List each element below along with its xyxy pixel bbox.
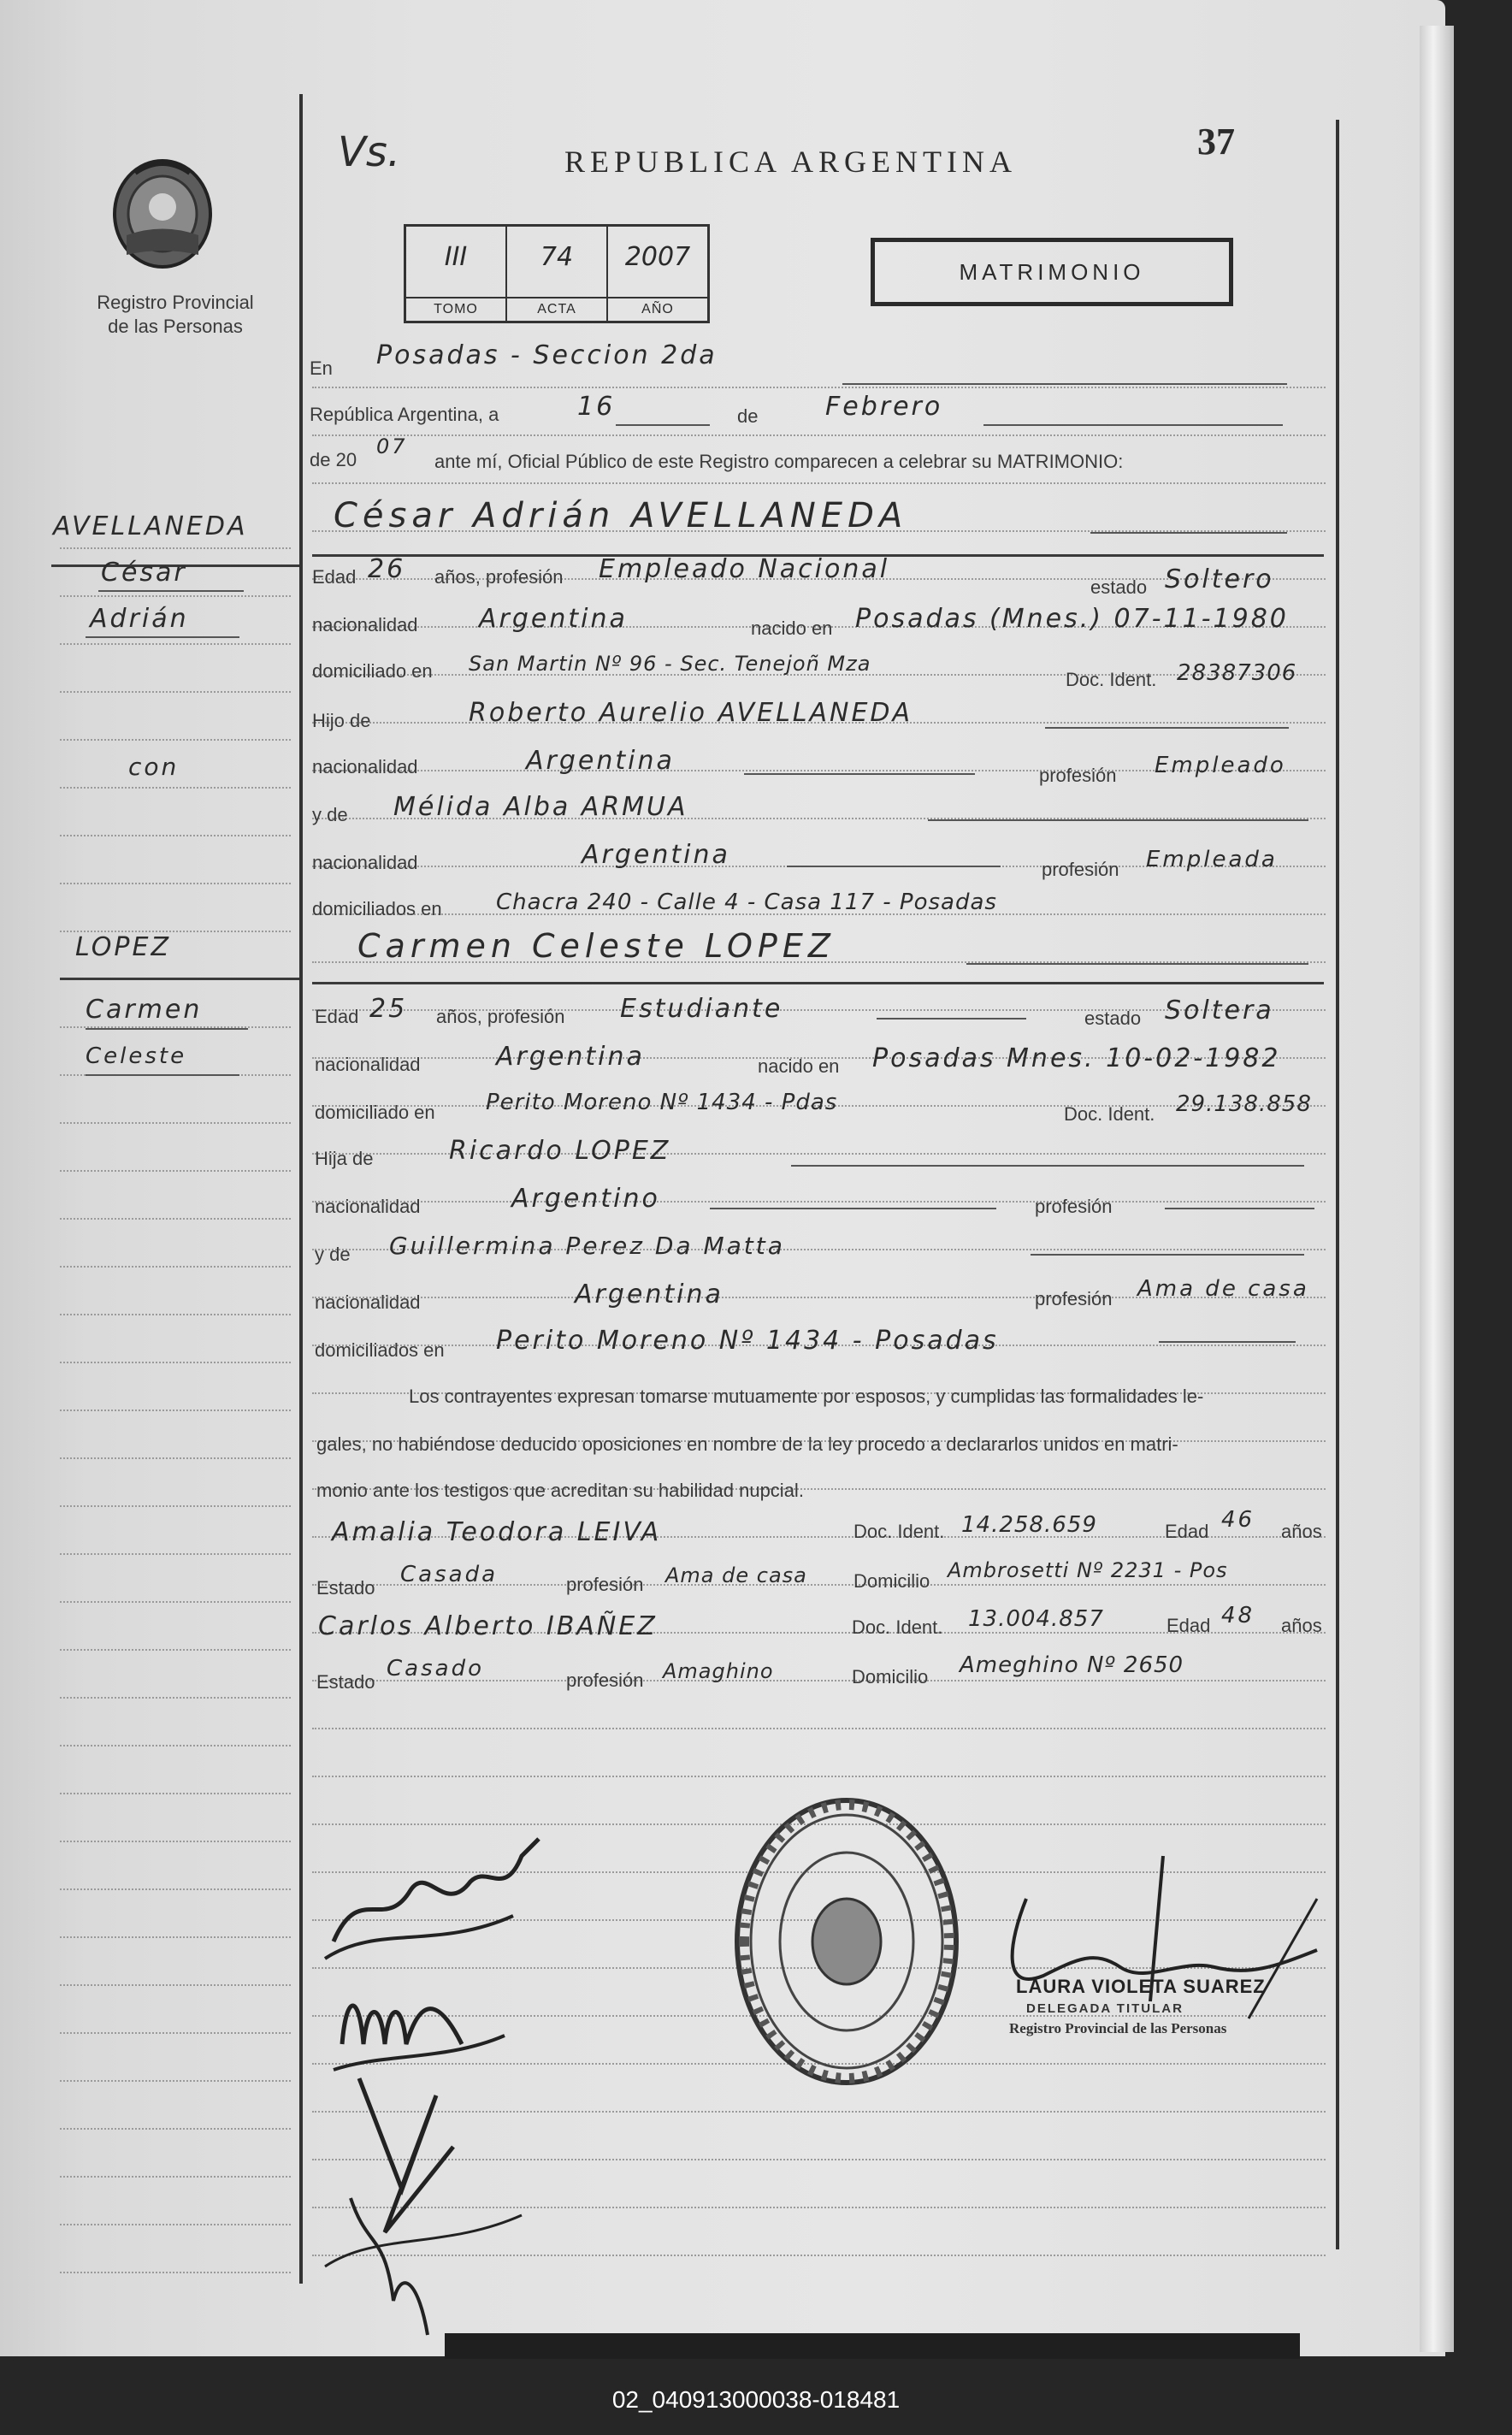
margin-bride-given1-underline [86,1028,248,1030]
margin-rule [60,547,291,549]
anio-label: AÑO [608,297,707,321]
margin-bride-given2: Celeste [86,1043,187,1069]
margin-rule [60,1218,291,1220]
bride-yde-label: y de [315,1244,351,1265]
day-value: 16 [577,392,616,422]
margin-rule [60,1457,291,1459]
body-rule [312,482,1326,484]
day-underline [616,424,710,426]
groom-doc-label: Doc. Ident. [1066,669,1157,690]
bride-section-rule [312,982,1324,984]
margin-rule [60,2272,291,2273]
margin-rule [60,1841,291,1842]
margin-divider-line [299,94,303,2284]
anio-cell [608,227,707,321]
declaration-line2: gales, no habiéndose deducido oposiciones en nombre de la ley procedo a declararlos unidos en matri- [316,1433,1178,1455]
witness1-edad-value: 46 [1221,1507,1255,1533]
margin-rule [60,1984,291,1986]
margin-rule [60,2176,291,2178]
bride-hija-label: Hija de [315,1148,374,1169]
witness2-estado-value: Casado [387,1656,484,1681]
bride-father-underline [791,1165,1304,1167]
bride-full-name: Carmen Celeste LOPEZ [357,927,836,965]
groom-nacionalidad-value: Argentina [479,604,628,634]
bride-estado-value: Soltera [1165,996,1274,1025]
bride-profesion-label: años, profesión [436,1006,565,1027]
bride-parents-dom-value: Perito Moreno Nº 1434 - Posadas [496,1326,999,1356]
groom-mother-value: Mélida Alba ARMUA [393,792,688,822]
witness1-dom-value: Ambrosetti Nº 2231 - Pos [948,1558,1228,1582]
groom-father-prof-label: profesión [1039,765,1117,786]
official-role: DELEGADA TITULAR [1026,2001,1184,2016]
margin-rule [60,1649,291,1651]
margin-rule [60,1936,291,1938]
month-underline [983,424,1283,426]
groom-father-underline [1045,727,1289,729]
bride-father-prof-label: profesión [1035,1196,1113,1217]
bride-doc-label: Doc. Ident. [1064,1103,1155,1125]
bride-father-value: Ricardo LOPEZ [449,1136,671,1166]
margin-rule [60,883,291,884]
margin-rule [60,2080,291,2082]
margin-rule [60,1314,291,1315]
bride-mother-nac-label: nacionalidad [315,1291,421,1313]
en-label: En [310,358,333,379]
margin-rule [60,2224,291,2225]
groom-parents-dom-value: Chacra 240 - Calle 4 - Casa 117 - Posadas [496,889,997,915]
margin-groom-given1: César [101,558,187,588]
margin-rule [60,1745,291,1746]
witness2-doc-label: Doc. Ident. [852,1616,943,1638]
groom-hijo-label: Hijo de [312,710,371,731]
margin-groom-given2: Adrián [90,604,189,634]
groom-mother-nac-underline [787,866,1001,867]
witness2-name: Carlos Alberto IBAÑEZ [318,1611,658,1641]
margin-rule [60,2032,291,2034]
tomo-cell [406,227,507,321]
right-frame-line [1336,120,1339,2249]
official-round-stamp [727,1788,966,2095]
witness1-prof-label: profesión [566,1574,644,1595]
margin-rule [60,1553,291,1555]
bride-profesion-underline [877,1018,1026,1020]
page-title: REPUBLICA ARGENTINA [564,145,1018,179]
margin-rule [60,739,291,741]
witness1-dom-label: Domicilio [853,1570,930,1592]
body-rule [312,1776,1326,1777]
corner-handwritten-mark: Vs. [338,128,401,176]
groom-profesion-label: años, profesión [434,566,564,588]
groom-estado-label: estado [1090,576,1148,598]
acta-label: ACTA [507,297,606,321]
book-reference-box [404,224,710,323]
margin-rule [60,1410,291,1411]
groom-parents-dom-label: domiciliados en [312,898,442,919]
province-seal-logo [109,154,216,282]
witness2-anos-label: años [1281,1615,1322,1636]
folio-number: 37 [1197,121,1235,163]
margin-rule [60,1170,291,1172]
declaration-line1: Los contrayentes expresan tomarse mutuamente por esposos, y cumplidas las formalidades le- [409,1386,1204,1407]
bride-parents-dom-underline [1159,1341,1296,1343]
official-org: Registro Provincial de las Personas [1009,2020,1227,2036]
bride-mother-underline [1031,1254,1304,1256]
witness1-name: Amalia Teodora LEIVA [332,1517,662,1547]
groom-nacido-label: nacido en [751,618,833,639]
groom-father-nac-value: Argentina [526,746,675,776]
margin-rule [60,1601,291,1603]
bride-edad-label: Edad [315,1006,359,1027]
bride-mother-value: Guillermina Perez Da Matta [389,1232,785,1260]
bride-father-nac-value: Argentino [511,1184,660,1214]
margin-rule [60,787,291,789]
declaration-line3: monio ante los testigos que acreditan su habilidad nupcial. [316,1480,804,1501]
witness1-estado-label: Estado [316,1577,375,1599]
groom-mother-prof-label: profesión [1042,859,1119,880]
bride-edad-value: 25 [369,994,408,1024]
margin-rule [60,1697,291,1699]
bride-nacionalidad-value: Argentina [496,1042,645,1072]
body-rule [312,1201,1326,1203]
groom-full-name: César Adrián AVELLANEDA [334,496,908,535]
margin-bride-given2-underline [86,1074,239,1076]
signatures-scribbles [308,1788,547,2352]
margin-con: con [128,753,180,781]
bride-domicilio-label: domiciliado en [315,1102,435,1123]
bride-father-nac-label: nacionalidad [315,1196,421,1217]
year-value: 07 [376,434,408,458]
margin-rule [60,691,291,693]
groom-mother-underline [928,819,1308,821]
republica-label: República Argentina, a [310,404,499,425]
anio-value: 2007 [624,242,691,272]
body-rule [312,434,1326,436]
groom-father-nac-label: nacionalidad [312,756,418,777]
margin-bride-surname: LOPEZ [75,932,172,962]
margin-section-rule-2 [60,978,299,980]
groom-father-nac-underline [744,773,975,775]
witness1-prof-value: Ama de casa [665,1563,807,1587]
place-value: Posadas - Seccion 2da [376,340,718,370]
witness1-anos-label: años [1281,1521,1322,1542]
bride-mother-nac-value: Argentina [575,1280,724,1309]
bride-name-underline [966,963,1308,965]
witness1-edad-label: Edad [1165,1521,1209,1542]
groom-mother-nac-label: nacionalidad [312,852,418,873]
groom-nacido-value: Posadas (Mnes.) 07-11-1980 [855,604,1289,634]
bride-profesion-value: Estudiante [620,994,783,1024]
margin-rule [60,835,291,836]
margin-groom-surname: AVELLANEDA [53,511,248,541]
witness2-prof-value: Amaghino [663,1659,774,1683]
groom-father-prof-value: Empleado [1155,753,1286,778]
margin-groom-given2-underline [86,636,239,638]
bride-doc-value: 29.138.858 [1176,1091,1312,1117]
witness1-doc-value: 14.258.659 [961,1512,1097,1538]
witness2-dom-label: Domicilio [852,1666,929,1687]
margin-rule [60,1122,291,1124]
groom-mother-prof-value: Empleada [1146,847,1278,872]
official-name: LAURA VIOLETA SUAREZ [1016,1976,1266,1997]
witness1-doc-label: Doc. Ident. [853,1521,945,1542]
book-bottom-edge [445,2333,1300,2359]
bride-parents-dom-label: domiciliados en [315,1339,445,1361]
page-edge [1420,26,1454,2352]
body-rule [312,1728,1326,1729]
margin-rule [60,595,291,597]
groom-domicilio-label: domiciliado en [312,660,433,682]
body-rule [312,387,1326,388]
witness2-doc-value: 13.004.857 [968,1606,1104,1632]
bride-nacido-label: nacido en [758,1055,840,1077]
bride-father-nac-underline [710,1208,996,1209]
groom-estado-value: Soltero [1165,564,1274,594]
margin-rule [60,1888,291,1890]
groom-yde-label: y de [312,804,348,825]
witness1-estado-value: Casada [400,1562,499,1587]
witness2-estado-label: Estado [316,1671,375,1693]
bride-estado-label: estado [1084,1008,1142,1029]
document-id: 02_040913000038-018481 [611,2386,901,2413]
acta-cell [507,227,608,321]
month-value: Febrero [825,392,943,422]
margin-rule [60,1505,291,1507]
de-label: de [737,405,759,427]
registry-name-line2: de las Personas [108,316,243,337]
tomo-label: TOMO [406,297,505,321]
margin-groom-given1-underline [98,590,244,592]
registry-name-line1: Registro Provincial [97,292,254,313]
margin-rule [60,2128,291,2130]
groom-name-underline [1090,532,1287,534]
groom-domicilio-value: San Martin Nº 96 - Sec. Tenejoñ Mza [469,652,871,676]
margin-rule [60,1266,291,1268]
witness2-edad-label: Edad [1166,1615,1211,1636]
bride-domicilio-value: Perito Moreno Nº 1434 - Pdas [486,1090,838,1115]
tomo-value: III [444,242,468,272]
witness2-dom-value: Ameghino Nº 2650 [960,1652,1184,1678]
groom-nacionalidad-label: nacionalidad [312,614,418,635]
bride-nacionalidad-label: nacionalidad [315,1054,421,1075]
witness2-edad-value: 48 [1221,1603,1255,1628]
bride-nacido-value: Posadas Mnes. 10-02-1982 [872,1043,1281,1073]
year-prefix: de 20 [310,449,357,470]
place-underline [842,383,1287,385]
margin-rule [60,1793,291,1794]
groom-edad-value: 26 [368,554,406,584]
intro-statement: ante mí, Oficial Público de este Registro comparecen a celebrar su MATRIMONIO: [434,451,1124,472]
margin-bride-given1: Carmen [86,995,203,1025]
groom-father-value: Roberto Aurelio AVELLANEDA [469,698,913,728]
groom-edad-label: Edad [312,566,357,588]
groom-mother-nac-value: Argentina [582,840,730,870]
groom-profesion-value: Empleado Nacional [599,554,890,584]
margin-rule [60,1362,291,1363]
acta-value: 74 [540,242,574,272]
bride-father-prof-underline [1165,1208,1314,1209]
groom-doc-value: 28387306 [1177,660,1297,686]
bride-mother-prof-label: profesión [1035,1288,1113,1309]
witness2-prof-label: profesión [566,1670,644,1691]
margin-rule [60,643,291,645]
act-type-box: MATRIMONIO [871,238,1233,306]
bride-mother-prof-value: Ama de casa [1137,1276,1309,1302]
registry-name [77,291,274,339]
